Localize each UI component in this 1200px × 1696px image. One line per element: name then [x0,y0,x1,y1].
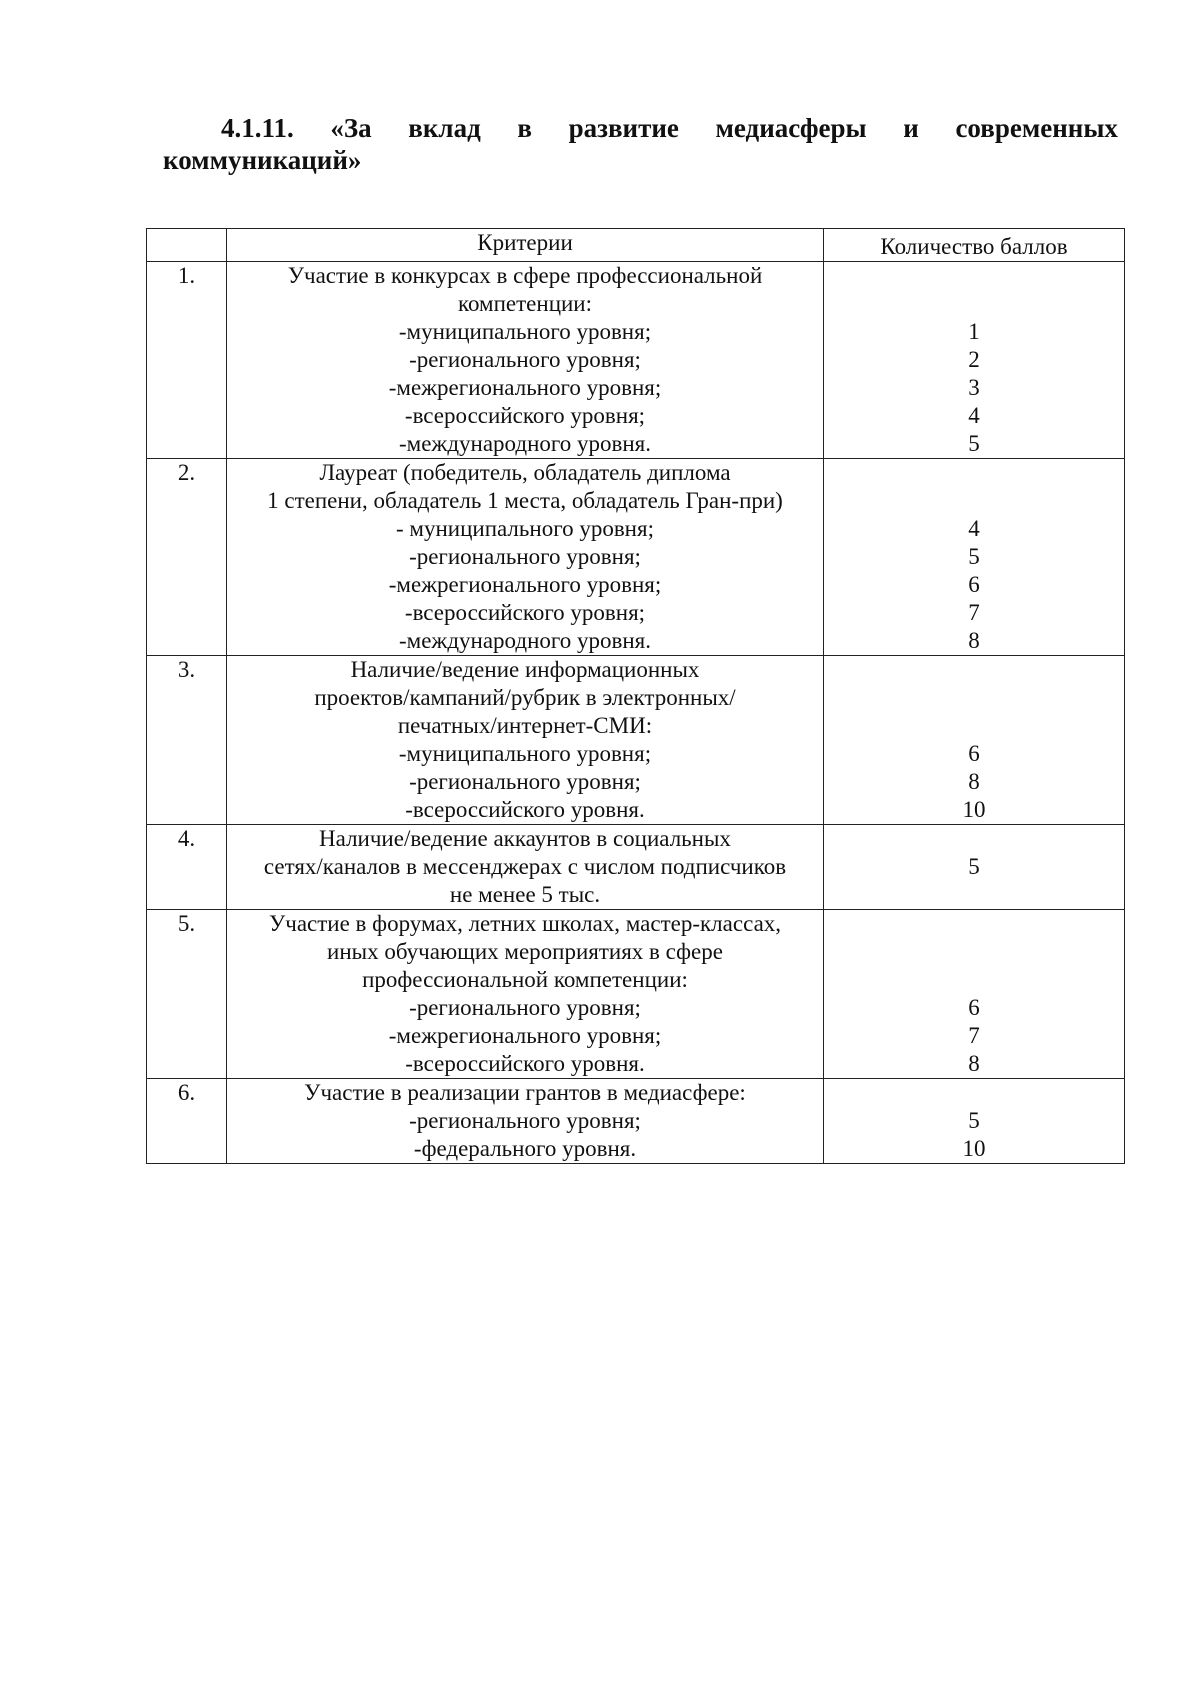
score-value: 2 [968,347,980,372]
criteria-cell [227,1079,824,1164]
heading-line-2: коммуникаций» [163,145,362,175]
score-value [824,459,1124,487]
score-cell [824,825,1125,910]
table-row [147,910,1125,1079]
header-number [147,229,227,262]
criteria-line: -международного уровня. [399,628,651,653]
score-value: 5 [968,1108,980,1133]
heading-word: вклад [408,113,481,143]
score-value: 8 [968,1051,980,1076]
row-number: 2. [147,459,227,656]
criteria-line: -муниципального уровня; [398,741,652,766]
heading-word: 4.1.11. [221,113,294,143]
criteria-line: -всероссийского уровня. [405,797,645,822]
score-value: 4 [968,516,980,541]
heading-word: и [903,113,919,143]
criteria-cell [227,459,824,656]
score-value: 7 [968,1023,980,1048]
score-value: 6 [968,741,980,766]
score-cell [824,656,1125,825]
score-value: 8 [968,628,980,653]
score-value: 5 [968,854,980,879]
criteria-line: -регионального уровня; [409,544,641,569]
score-value [824,684,1124,712]
criteria-line: иных обучающих мероприятиях в сфере [327,939,723,964]
criteria-line: не менее 5 тыс. [449,882,601,907]
criteria-line: Лауреат (победитель, обладатель диплома [319,460,731,485]
criteria-line: проектов/кампаний/рубрик в электронных/ [314,685,736,710]
criteria-line: -всероссийского уровня. [405,1051,645,1076]
score-value [824,910,1124,938]
score-cell [824,262,1125,459]
heading-word: современных [955,113,1118,143]
criteria-line: -регионального уровня; [409,995,641,1020]
criteria-line: 1 степени, обладатель 1 места, обладатель Гран-при) [267,488,783,513]
criteria-line: -регионального уровня; [409,769,641,794]
criteria-line: - муниципального уровня; [396,516,654,541]
table-row [147,825,1125,910]
header-score: Количество баллов [824,229,1125,262]
score-value [824,656,1124,684]
score-cell [824,459,1125,656]
score-cell [824,910,1125,1079]
header-criteria: Критерии [227,229,824,262]
criteria-line: печатных/интернет-СМИ: [397,713,653,738]
score-value [824,487,1124,515]
row-number: 6. [147,1079,227,1164]
criteria-line: -межрегионального уровня; [388,375,662,400]
heading-word: развитие [568,113,679,143]
criteria-line: -регионального уровня; [409,1108,641,1133]
criteria-line: сетях/каналов в мессенджерах с числом подписчиков [263,854,787,879]
score-value: 6 [968,995,980,1020]
table-row [147,656,1125,825]
criteria-line: -федерального уровня. [413,1136,637,1161]
criteria-line: Участие в конкурсах в сфере профессиональной [287,263,763,288]
criteria-line: Участие в реализации грантов в медиасфере: [304,1080,746,1105]
score-value: 3 [968,375,980,400]
score-value [824,1079,1124,1107]
table-row [147,262,1125,459]
score-value: 5 [968,544,980,569]
row-number: 4. [147,825,227,910]
score-value [824,938,1124,966]
criteria-line: -всероссийского уровня; [404,600,646,625]
heading-line-1 [163,112,1118,144]
criteria-cell [227,825,824,910]
criteria-line: -регионального уровня; [409,347,641,372]
criteria-line: Наличие/ведение информационных [350,657,700,682]
score-value [824,712,1124,740]
score-value [824,262,1124,290]
criteria-cell [227,656,824,825]
criteria-line: -всероссийского уровня; [404,403,646,428]
score-value [824,290,1124,318]
heading-word: в [517,113,532,143]
criteria-line: Наличие/ведение аккаунтов в социальных [319,826,731,851]
heading-word: медиасферы [715,113,867,143]
criteria-line: компетенции: [457,291,593,316]
score-value: 8 [968,769,980,794]
score-value: 7 [968,600,980,625]
table-header-row [147,229,1125,262]
heading-word: «За [330,113,372,143]
score-value: 4 [968,403,980,428]
criteria-line: -муниципального уровня; [398,319,652,344]
criteria-cell [227,910,824,1079]
row-number: 1. [147,262,227,459]
score-cell [824,1079,1125,1164]
section-heading [163,112,1118,176]
score-value: 1 [968,319,980,344]
table-row [147,1079,1125,1164]
score-value: 6 [968,572,980,597]
row-number: 3. [147,656,227,825]
row-number: 5. [147,910,227,1079]
criteria-line: -межрегионального уровня; [388,1023,662,1048]
score-value [824,825,1124,853]
score-value [824,881,1124,909]
criteria-line: -межрегионального уровня; [388,572,662,597]
criteria-line: -международного уровня. [399,431,651,456]
score-value: 5 [968,431,980,456]
criteria-line: Участие в форумах, летних школах, мастер-классах, [268,911,782,936]
score-value: 10 [962,1136,986,1161]
criteria-table [146,228,1125,1164]
criteria-cell [227,262,824,459]
table-body [147,262,1125,1164]
table-row [147,459,1125,656]
criteria-line: профессиональной компетенции: [362,967,688,992]
score-value [824,966,1124,994]
score-value: 10 [962,797,986,822]
